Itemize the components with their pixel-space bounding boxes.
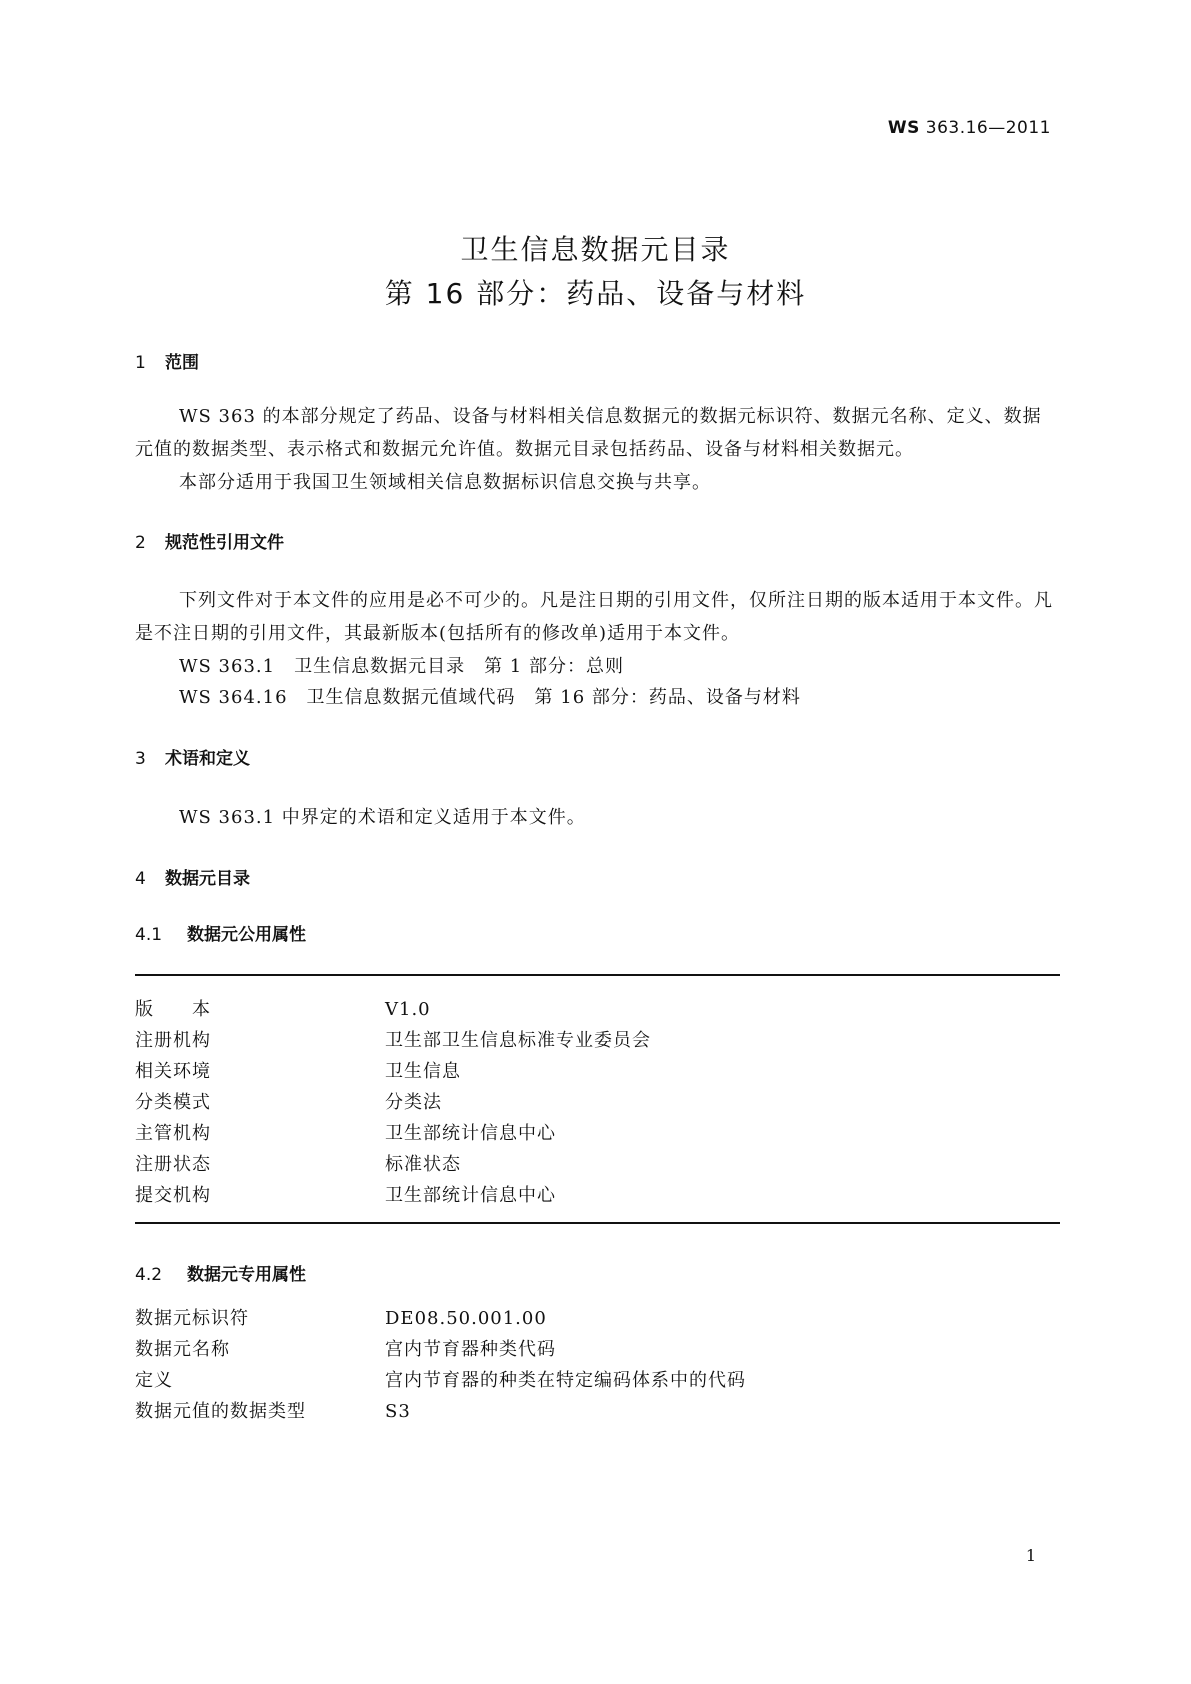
common-attr-row: 主管机构 卫生部统计信息中心: [135, 1123, 556, 1144]
page-number: 1: [1025, 1546, 1036, 1565]
common-attr-row: 分类模式 分类法: [135, 1092, 442, 1113]
special-attr-row: 数据元标识符 DE08.50.001.00: [135, 1308, 547, 1329]
document-code: WS 363.16—2011: [887, 118, 1051, 138]
reference-1: WS 363.1 卫生信息数据元目录 第 1 部分：总则: [179, 656, 624, 677]
special-attr-row: 定义 宫内节育器的种类在特定编码体系中的代码: [135, 1370, 746, 1391]
reference-2: WS 364.16 卫生信息数据元值域代码 第 16 部分：药品、设备与材料: [179, 687, 801, 708]
common-attr-row: 注册状态 标准状态: [135, 1154, 461, 1175]
common-attr-row: 提交机构 卫生部统计信息中心: [135, 1185, 556, 1206]
table-top-rule: [135, 974, 1060, 976]
document-subtitle: 第 16 部分：药品、设备与材料: [384, 277, 807, 310]
section-4-1-heading: 4.1 数据元公用属性: [135, 925, 306, 945]
section-4-heading: 4 数据元目录: [135, 869, 250, 889]
common-attr-row: 相关环境 卫生信息: [135, 1061, 461, 1082]
section-3-paragraph-1: WS 363.1 中界定的术语和定义适用于本文件。: [179, 807, 586, 828]
document-title: 卫生信息数据元目录: [460, 233, 731, 266]
table-bottom-rule: [135, 1222, 1060, 1224]
section-2-heading: 2 规范性引用文件: [135, 533, 284, 553]
section-2-paragraph-1: 下列文件对于本文件的应用是必不可少的。凡是注日期的引用文件，仅所注日期的版本适用于本文件。凡是不注日期的引用文件，其最新版本(包括所有的修改单)适用于本文件。: [135, 590, 1053, 644]
section-3-heading: 3 术语和定义: [135, 749, 250, 769]
special-attr-row: 数据元名称 宫内节育器种类代码: [135, 1339, 556, 1360]
common-attr-row: 注册机构 卫生部卫生信息标准专业委员会: [135, 1030, 651, 1051]
section-1-heading: 1 范围: [135, 353, 199, 373]
common-attr-row: 版 本 V1.0: [135, 999, 431, 1020]
special-attr-row: 数据元值的数据类型 S3: [135, 1401, 411, 1422]
section-4-2-heading: 4.2 数据元专用属性: [135, 1265, 306, 1285]
section-1-paragraph-1: WS 363 的本部分规定了药品、设备与材料相关信息数据元的数据元标识符、数据元名称、定义、数据元值的数据类型、表示格式和数据元允许值。数据元目录包括药品、设备与材料相关数据元。: [135, 406, 1042, 460]
section-1-paragraph-2: 本部分适用于我国卫生领域相关信息数据标识信息交换与共享。: [179, 472, 711, 493]
